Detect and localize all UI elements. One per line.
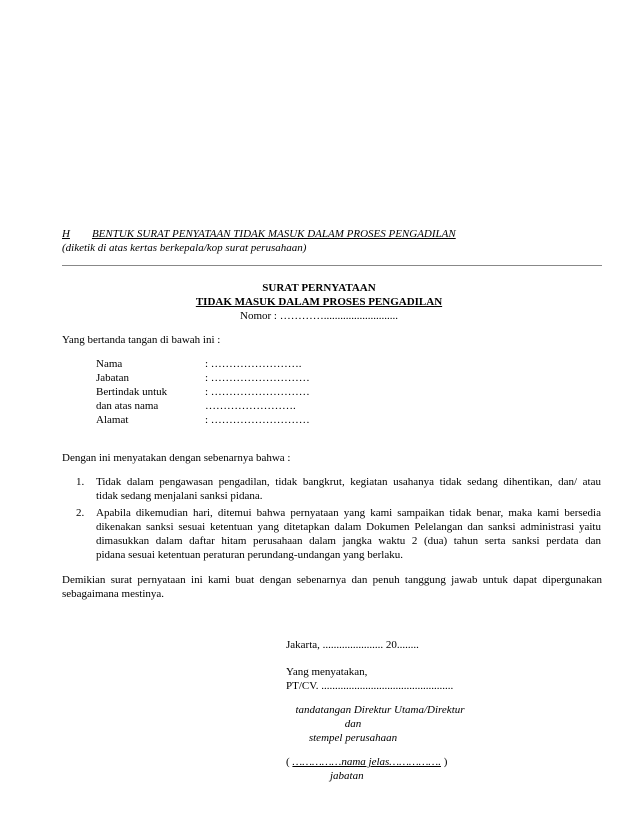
- list-line: Apabila dikemudian hari, ditemui bahwa pernyataan yang kami sampaikan tidak benar, maka kami bersedia: [96, 507, 601, 519]
- declarant-label: Yang menyatakan,: [286, 666, 368, 678]
- list-number: 1.: [76, 476, 85, 488]
- signature-instruction: stempel perusahaan: [308, 732, 398, 744]
- field-row: [0, 385, 638, 399]
- section-letter: H: [62, 228, 70, 240]
- field-label: Nama: [96, 358, 123, 370]
- name-field: ……………nama jelas…………….: [292, 756, 441, 768]
- field-value: : …………………….: [205, 358, 302, 370]
- field-value: : ………………………: [205, 372, 310, 384]
- place-date: Jakarta, ...................... 20........: [286, 639, 419, 651]
- field-row: [0, 357, 638, 371]
- letter-title: SURAT PERNYATAAN: [262, 282, 376, 294]
- header-divider: [62, 265, 602, 266]
- field-value: …………………….: [205, 400, 296, 412]
- field-label: Jabatan: [96, 372, 129, 384]
- header-note: (diketik di atas kertas berkepala/kop surat perusahaan): [62, 242, 307, 254]
- company-name: PT/CV. ................................................: [286, 680, 454, 692]
- name-close-paren: ): [440, 756, 448, 768]
- signatory-name: [286, 755, 447, 769]
- field-value: : ………………………: [205, 386, 310, 398]
- field-row: [0, 413, 638, 427]
- section-title: BENTUK SURAT PENYATAAN TIDAK MASUK DALAM PROSES PENGADILAN: [91, 228, 456, 240]
- closing-line: sebagaimana mestinya.: [62, 588, 165, 600]
- list-line: dimasukkan dalam daftar hitam perusahaan dalam jangka waktu 2 (dua) tahun serta sanksi perdata dan: [96, 535, 601, 547]
- field-label: dan atas nama: [96, 400, 159, 412]
- list-line: pidana sesuai ketentuan peraturan perundang-undangan yang berlaku.: [96, 549, 403, 561]
- field-row: [0, 399, 638, 413]
- field-label: Bertindak untuk: [96, 386, 168, 398]
- field-row: [0, 371, 638, 385]
- signatory-position: jabatan: [330, 770, 364, 782]
- field-label: Alamat: [96, 414, 129, 426]
- letter-number: Nomor : …………...........................: [240, 310, 398, 322]
- closing-paragraph: [62, 573, 602, 601]
- name-open-paren: (: [286, 756, 293, 768]
- section-header: [62, 227, 456, 241]
- statement-intro: Dengan ini menyatakan dengan sebenarnya bahwa :: [62, 452, 291, 464]
- list-line: tidak sedang menjalani sanksi pidana.: [96, 490, 263, 502]
- list-line: dikenakan sanksi sesuai ketentuan yang ditetapkan dalam Dokumen Pelelangan dan sanksi administrasi yaitu: [96, 521, 601, 533]
- field-value: : ………………………: [205, 414, 310, 426]
- list-line: Tidak dalam pengawasan pengadilan, tidak bangkrut, kegiatan usahanya tidak sedang dihentikan, dan/ atau: [96, 476, 601, 488]
- list-number: 2.: [76, 507, 85, 519]
- closing-line: Demikian surat pernyataan ini kami buat dengan sebenarnya dan penuh tanggung jawab untuk dapat dipergunakan: [62, 574, 602, 586]
- intro-text: Yang bertanda tangan di bawah ini :: [62, 334, 221, 346]
- signature-instruction: tandatangan Direktur Utama/Direktur: [295, 704, 465, 716]
- letter-subtitle: TIDAK MASUK DALAM PROSES PENGADILAN: [195, 296, 443, 308]
- signature-instruction: dan: [344, 718, 362, 730]
